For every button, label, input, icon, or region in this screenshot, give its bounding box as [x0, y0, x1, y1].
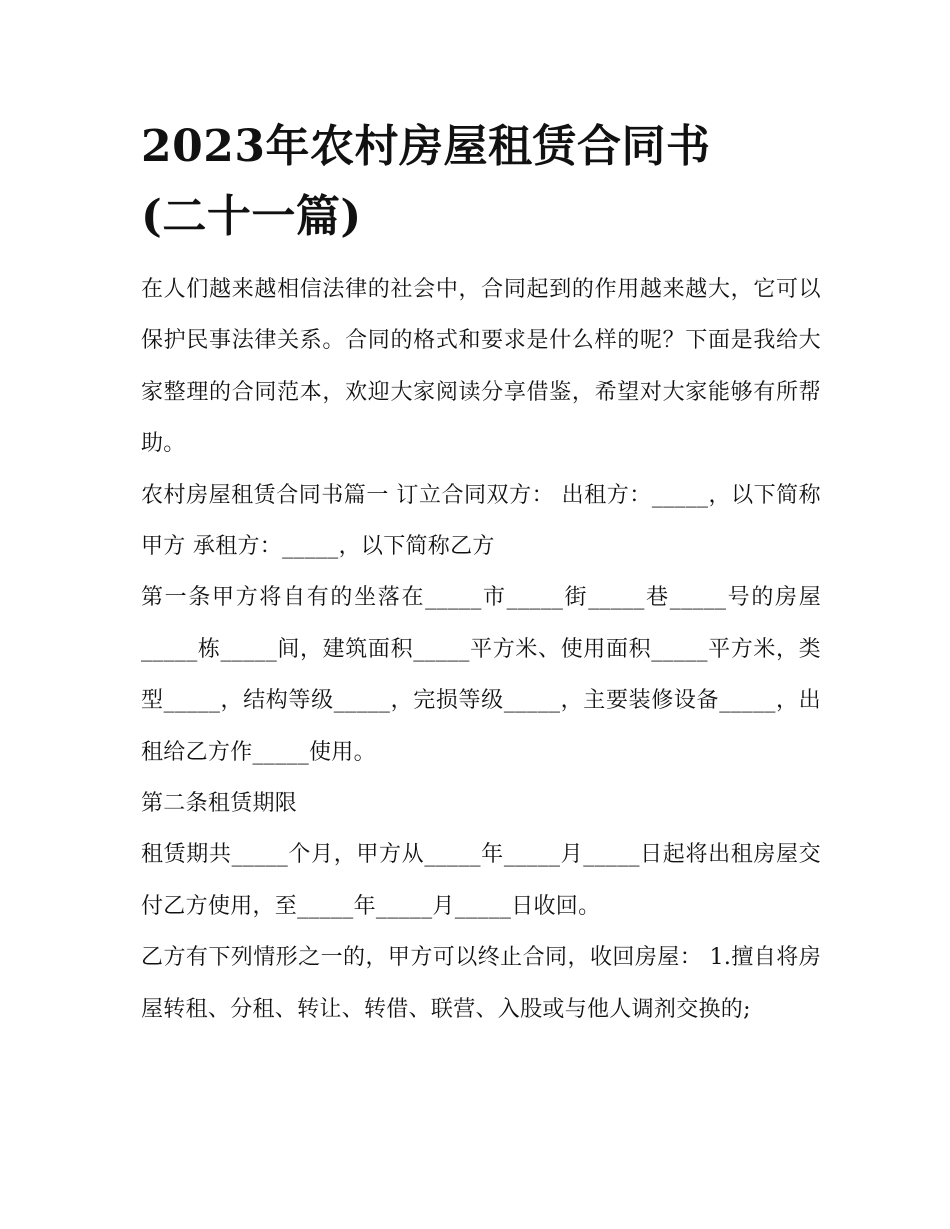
lease-term-paragraph: 租赁期共_____个月，甲方从_____年_____月_____日起将出租房屋交付乙方使用，至_____年_____月_____日收回。 [141, 842, 821, 919]
title-line-2: (二十一篇) [141, 191, 362, 242]
document-page [141, 112, 821, 1035]
document-title [141, 112, 821, 252]
contract-parties-paragraph: 农村房屋租赁合同书篇一 订立合同双方： 出租方：_____，以下简称甲方 承租方：_____，以下简称乙方 [141, 482, 821, 560]
article-2-heading: 第二条租赁期限 [141, 791, 298, 817]
title-line-1: 2023年农村房屋租赁合同书 [141, 121, 711, 172]
termination-paragraph: 乙方有下列情形之一的，甲方可以终止合同，收回房屋： 1.擅自将房屋转租、分租、转让、转借、联营、入股或与他人调剂交换的; [141, 945, 821, 1022]
document-body [141, 264, 821, 1035]
article-1-paragraph: 第一条甲方将自有的坐落在_____市_____街_____巷_____号的房屋_____栋_____间，建筑面积_____平方米、使用面积_____平方米，类型_____，结构等级_____，完损等级_____，主要装修设备_____，出租给乙方作_____使用。 [141, 585, 821, 765]
intro-paragraph: 在人们越来越相信法律的社会中，合同起到的作用越来越大，它可以保护民事法律关系。合同的格式和要求是什么样的呢？下面是我给大家整理的合同范本，欢迎大家阅读分享借鉴，希望对大家能够有所帮助。 [141, 277, 821, 457]
